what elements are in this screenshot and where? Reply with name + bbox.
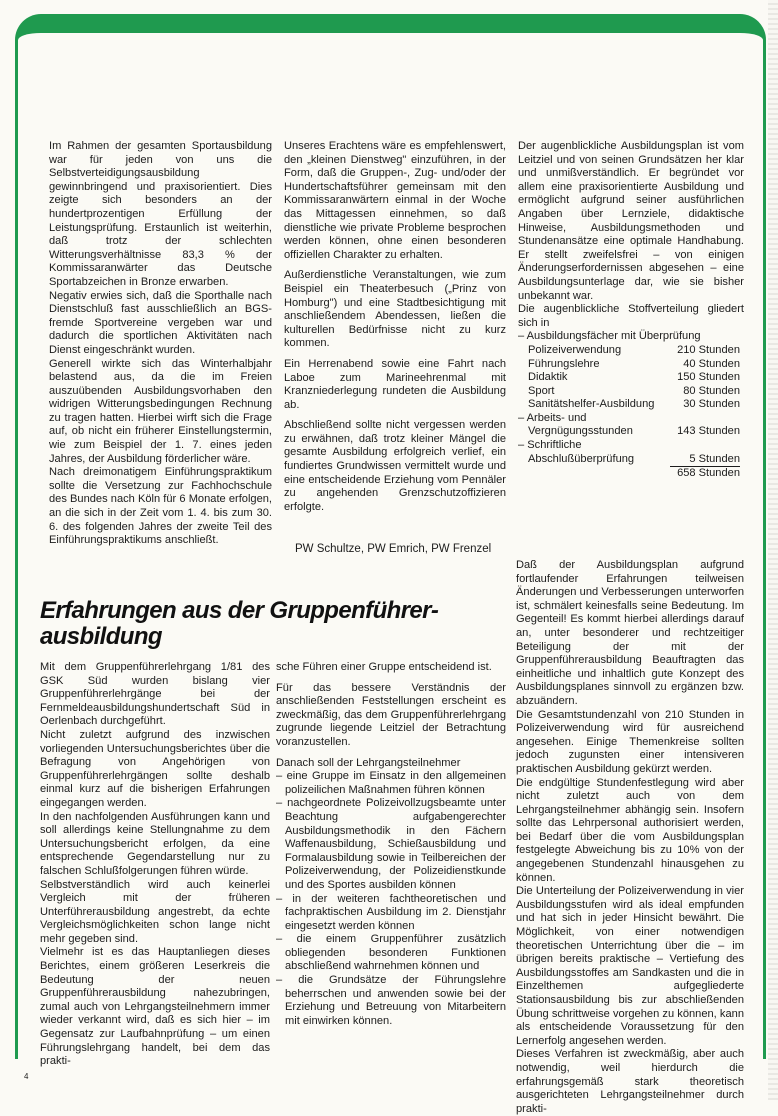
hours-table: [518, 330, 740, 481]
hours-group-label: – Ausbildungsfächer mit Überprüfung: [518, 330, 701, 343]
table-row: Sanitätshelfer-Ausbildung 30 Stunden: [528, 398, 740, 411]
paragraph: Daß der Ausbildungsplan aufgrund fortlaufender Erfahrungen teilweisen Änderungen und Verbesserungen unterworfen ist, schmälert keinesfalls seine Bedeutung. Im Gegenteil! Es kommt hierbei allerdings darauf an, unter besonderer und rechtzeitiger Beteiligung der mit der Gruppenführerausbildung Beauftragten das einheitliche und inhaltlich gute Konzept des Ausbildungsplanes sinnvoll zu ergänzen bzw. abzuändern.: [516, 559, 744, 707]
learning-goals-list: [276, 770, 506, 1028]
paragraph: Negativ erwies sich, daß die Sporthalle nach Dienstschluß fast ausschließlich an BGS-fremde Sportvereine vergeben war und dadurch die sportlichen Aktivitäten nach Dienst eingeschränkt wurden.: [49, 289, 272, 356]
page-number: 4: [24, 1072, 29, 1081]
paragraph: Danach soll der Lehrgangsteilnehmer: [276, 756, 461, 769]
table-row: Polizeiverwendung 210 Stunden: [528, 343, 740, 356]
article-column-2: [284, 140, 506, 514]
list-item: – eine Gruppe im Einsatz in den allgemeinen polizeilichen Maßnahmen führen können: [276, 770, 506, 796]
paragraph: Die endgültige Stundenfestlegung wird aber nicht zuletzt auch von dem Lehrgangsteilnehmer abhängig sein. Insofern sollte das Lehrpersonal authorisiert werden, bei Bedarf über die vom Ausbildungsplan festgelegte Abweichung bis zu 10% von der angegebenen Stundenzahl hinausgehen zu können.: [516, 776, 744, 884]
paragraph: Selbstverständlich wird auch keinerlei Vergleich mit der früheren Unterführerausbildung angestrebt, da echte Vergleichsmöglichkeiten schon lange nicht mehr gegeben sind.: [40, 878, 270, 945]
article2-column-3: [516, 559, 744, 1116]
article2-column-1: [40, 661, 270, 1069]
paragraph: Unseres Erachtens wäre es empfehlenswert, den „kleinen Dienstweg" einzuführen, in der Form, daß die Gruppen-, Zug- und/oder der Hundertschaftsführer gemeinsam mit den Kommissaranwärtern einmal in der Woche das Mittagessen einnehmen, so daß dienstliche wie private Probleme besprochen werden können, ohne einen besonderen offiziellen Charakter zu erhalten.: [284, 140, 506, 261]
list-item: – die Grundsätze der Führungslehre beherrschen und anwenden sowie bei der Erziehung und Betreuung von Mitarbeitern mit einwirken können.: [276, 974, 506, 1027]
paragraph: Außerdienstliche Veranstaltungen, wie zum Beispiel ein Theaterbesuch („Prinz von Homburg") und eine Stadtbesichtigung mit anschließendem Abendessen, ließen die kulturellen Bedürfnisse nicht zu kurz kommen.: [284, 269, 506, 350]
paragraph: Nach dreimonatigem Einführungspraktikum sollte die Versetzung zur Fachhochschule des Bundes nach Köln für 6 Monate erfolgen, an die sich in der Zeit vom 1. 4. bis zum 30. 6. des folgenden Jahres der zweite Teil des Einführungspraktikums anschließt.: [49, 466, 272, 547]
paragraph: Dieses Verfahren ist zweckmäßig, aber auch notwendig, weil hierdurch die erfahrungsgemäß stark theoretisch ausgerichteten Lehrgangsteilnehmer durch prakti-: [516, 1048, 744, 1115]
paragraph: Vielmehr ist es das Hauptanliegen dieses Berichtes, einem größeren Leserkreis die Bedeutung der neuen Gruppenführerausbildung nahezubringen, zumal auch von Lehrgangsteilnehmern immer wieder verkannt wird, daß es sich hier – im Gegensatz zur Laufbahnprüfung – um einen Führungslehrgang handelt, bei dem das prakti-: [40, 946, 270, 1068]
total-row: [518, 467, 740, 481]
paragraph: Im Rahmen der gesamten Sportausbildung war für jeden von uns die Selbstverteidigungsausbildung gewinnbringend und praxisorientiert. Dies zeigte sich besonders an der hundertprozentigen Erfüllung der Leistungsprüfung. Erstaunlich ist weiterhin, daß trotz der schlechten Witterungsverhältnisse 83,3 % der Kommissaranwärter das Deutsche Sportabzeichen in Bronze erwarben.: [49, 140, 272, 288]
table-row: Vergnügungsstunden 143 Stunden: [528, 425, 740, 438]
hours-total: 658 Stunden: [677, 467, 740, 480]
paragraph: Mit dem Gruppenführerlehrgang 1/81 des GSK Süd wurden bislang vier Gruppenführerlehrgänge bei der Fernmeldeausbildungshundertschaft Süd in Oerlenbach durchgeführt.: [40, 661, 270, 728]
article-column-3: [518, 140, 744, 481]
paragraph: Ein Herrenabend sowie eine Fahrt nach Laboe zum Marineehrenmal mit Kranzniederlegung rundeten die Ausbildung ab.: [284, 357, 506, 411]
paragraph: Der augenblickliche Ausbildungsplan ist vom Leitziel und von seinen Grundsätzen her klar und unmißverständlich. Er begründet vor allem eine praxisorientierte Ausbildung und ermöglicht aufgrund seiner ausführlichen Angaben über Lernziele, didaktische Hinweise, Ausbildungsmethoden und Stundenansätze eine optimale Handhabung. Er stellt zweifelsfrei – von einigen Änderungserfordernissen abgesehen – eine Ausbildungsunterlage dar, wie sie bisher unbekannt war.: [518, 140, 744, 302]
paragraph: In den nachfolgenden Ausführungen kann und soll allerdings keine Stellungnahme zu dem Untersuchungsbericht erfolgen, da eine entsprechende Gegendarstellung nur zu falschen Schlußfolgerungen führen würde.: [40, 810, 270, 877]
table-row: Sport 80 Stunden: [528, 384, 740, 397]
list-item: – nachgeordnete Polizeivollzugsbeamte unter Beachtung aufgabengerechter Ausbildungsmethodik in den Fächern Waffenausbildung, Schießausbildung und Formalausbildung sowie in Teilbereichen der Polizeiverwendung, der Polizeidienstkunde und des Sportes ausbilden können: [276, 797, 506, 891]
paragraph: Nicht zuletzt aufgrund des inzwischen vorliegenden Untersuchungsberichtes über die Befragung von Angehörigen von Gruppenführerlehrgängen sollte deshalb einmal kurz auf die bisherigen Erfahrungen eingegangen werden.: [40, 728, 270, 809]
paragraph: Die Unterteilung der Polizeiverwendung in vier Ausbildungsstufen wird als ideal empfunden und hat sich in jeder Hinsicht bewährt. Die Möglichkeit, von einer notwendigen theoretischen Unterrichtung über die – im übrigen bereits praktische – Vertiefung des Ausbildungsstoffes am Sandkasten und die in Einzelthemen aufgegliederte Stationsausbildung bis zur abschließenden Übung schrittweise vorgehen zu können, kann als entscheidende Voraussetzung für den Lernerfolg angesehen werden.: [516, 885, 744, 1047]
paragraph: Abschließend sollte nicht vergessen werden zu erwähnen, daß trotz kleiner Mängel die gesamte Ausbildung erfolgreich verlief, ein fundiertes Grundwissen vermittelt wurde und eine entscheidende Erziehung vom Pennäler zu angehenden Grenzschutzoffizieren erfolgte.: [284, 419, 506, 513]
table-row: Abschlußüberprüfung 5 Stunden: [518, 453, 740, 467]
paragraph: Die augenblickliche Stoffverteilung gliedert sich in: [518, 303, 744, 329]
paragraph: Für das bessere Verständnis der anschließenden Feststellungen erscheint es zweckmäßig, das dem Gruppenführerlehrgang zugrunde liegende Leitziel der Betrachtung voranzustellen.: [276, 681, 506, 748]
hours-group-label: – Schriftliche: [518, 439, 582, 452]
paragraph: Die Gesamtstundenzahl von 210 Stunden in Polizeiverwendung wird für ausreichend angesehen. Einige Themenkreise sollten jedoch zugunsten einer intensiveren praktischen Ausbildung gekürzt werden.: [516, 708, 744, 775]
article-headline: Erfahrungen aus der Gruppenführer-ausbildung: [40, 597, 439, 650]
paragraph: Generell wirkte sich das Winterhalbjahr belastend aus, da die im Freien auszuübenden Ausbildungsvorhaben den widrigen Witterungsbedingungen Rechnung zu tragen hatten. Hierbei wirft sich die Frage auf, ob nicht ein früherer Einstellungstermin, wie zum Beispiel der 1. 7. eines jeden Jahres, der Ausbildung förderlicher wäre.: [49, 357, 272, 465]
table-row: Didaktik 150 Stunden: [528, 371, 740, 384]
article-column-1: [49, 140, 272, 548]
hours-group-label: – Arbeits- und: [518, 411, 587, 424]
list-item: – die einem Gruppenführer zusätzlich obliegenden besonderen Funktionen abschließend wahrnehmen können und: [276, 933, 506, 973]
table-row: Führungslehre 40 Stunden: [528, 357, 740, 370]
author-signature: PW Schultze, PW Emrich, PW Frenzel: [295, 543, 492, 555]
list-item: – in der weiteren fachtheoretischen und fachpraktischen Ausbildung im 2. Dienstjahr eingesetzt werden können: [276, 892, 506, 932]
paragraph: sche Führen einer Gruppe entscheidend ist.: [276, 661, 492, 673]
article2-column-2: [276, 661, 506, 1028]
page-edge: [768, 0, 778, 1100]
